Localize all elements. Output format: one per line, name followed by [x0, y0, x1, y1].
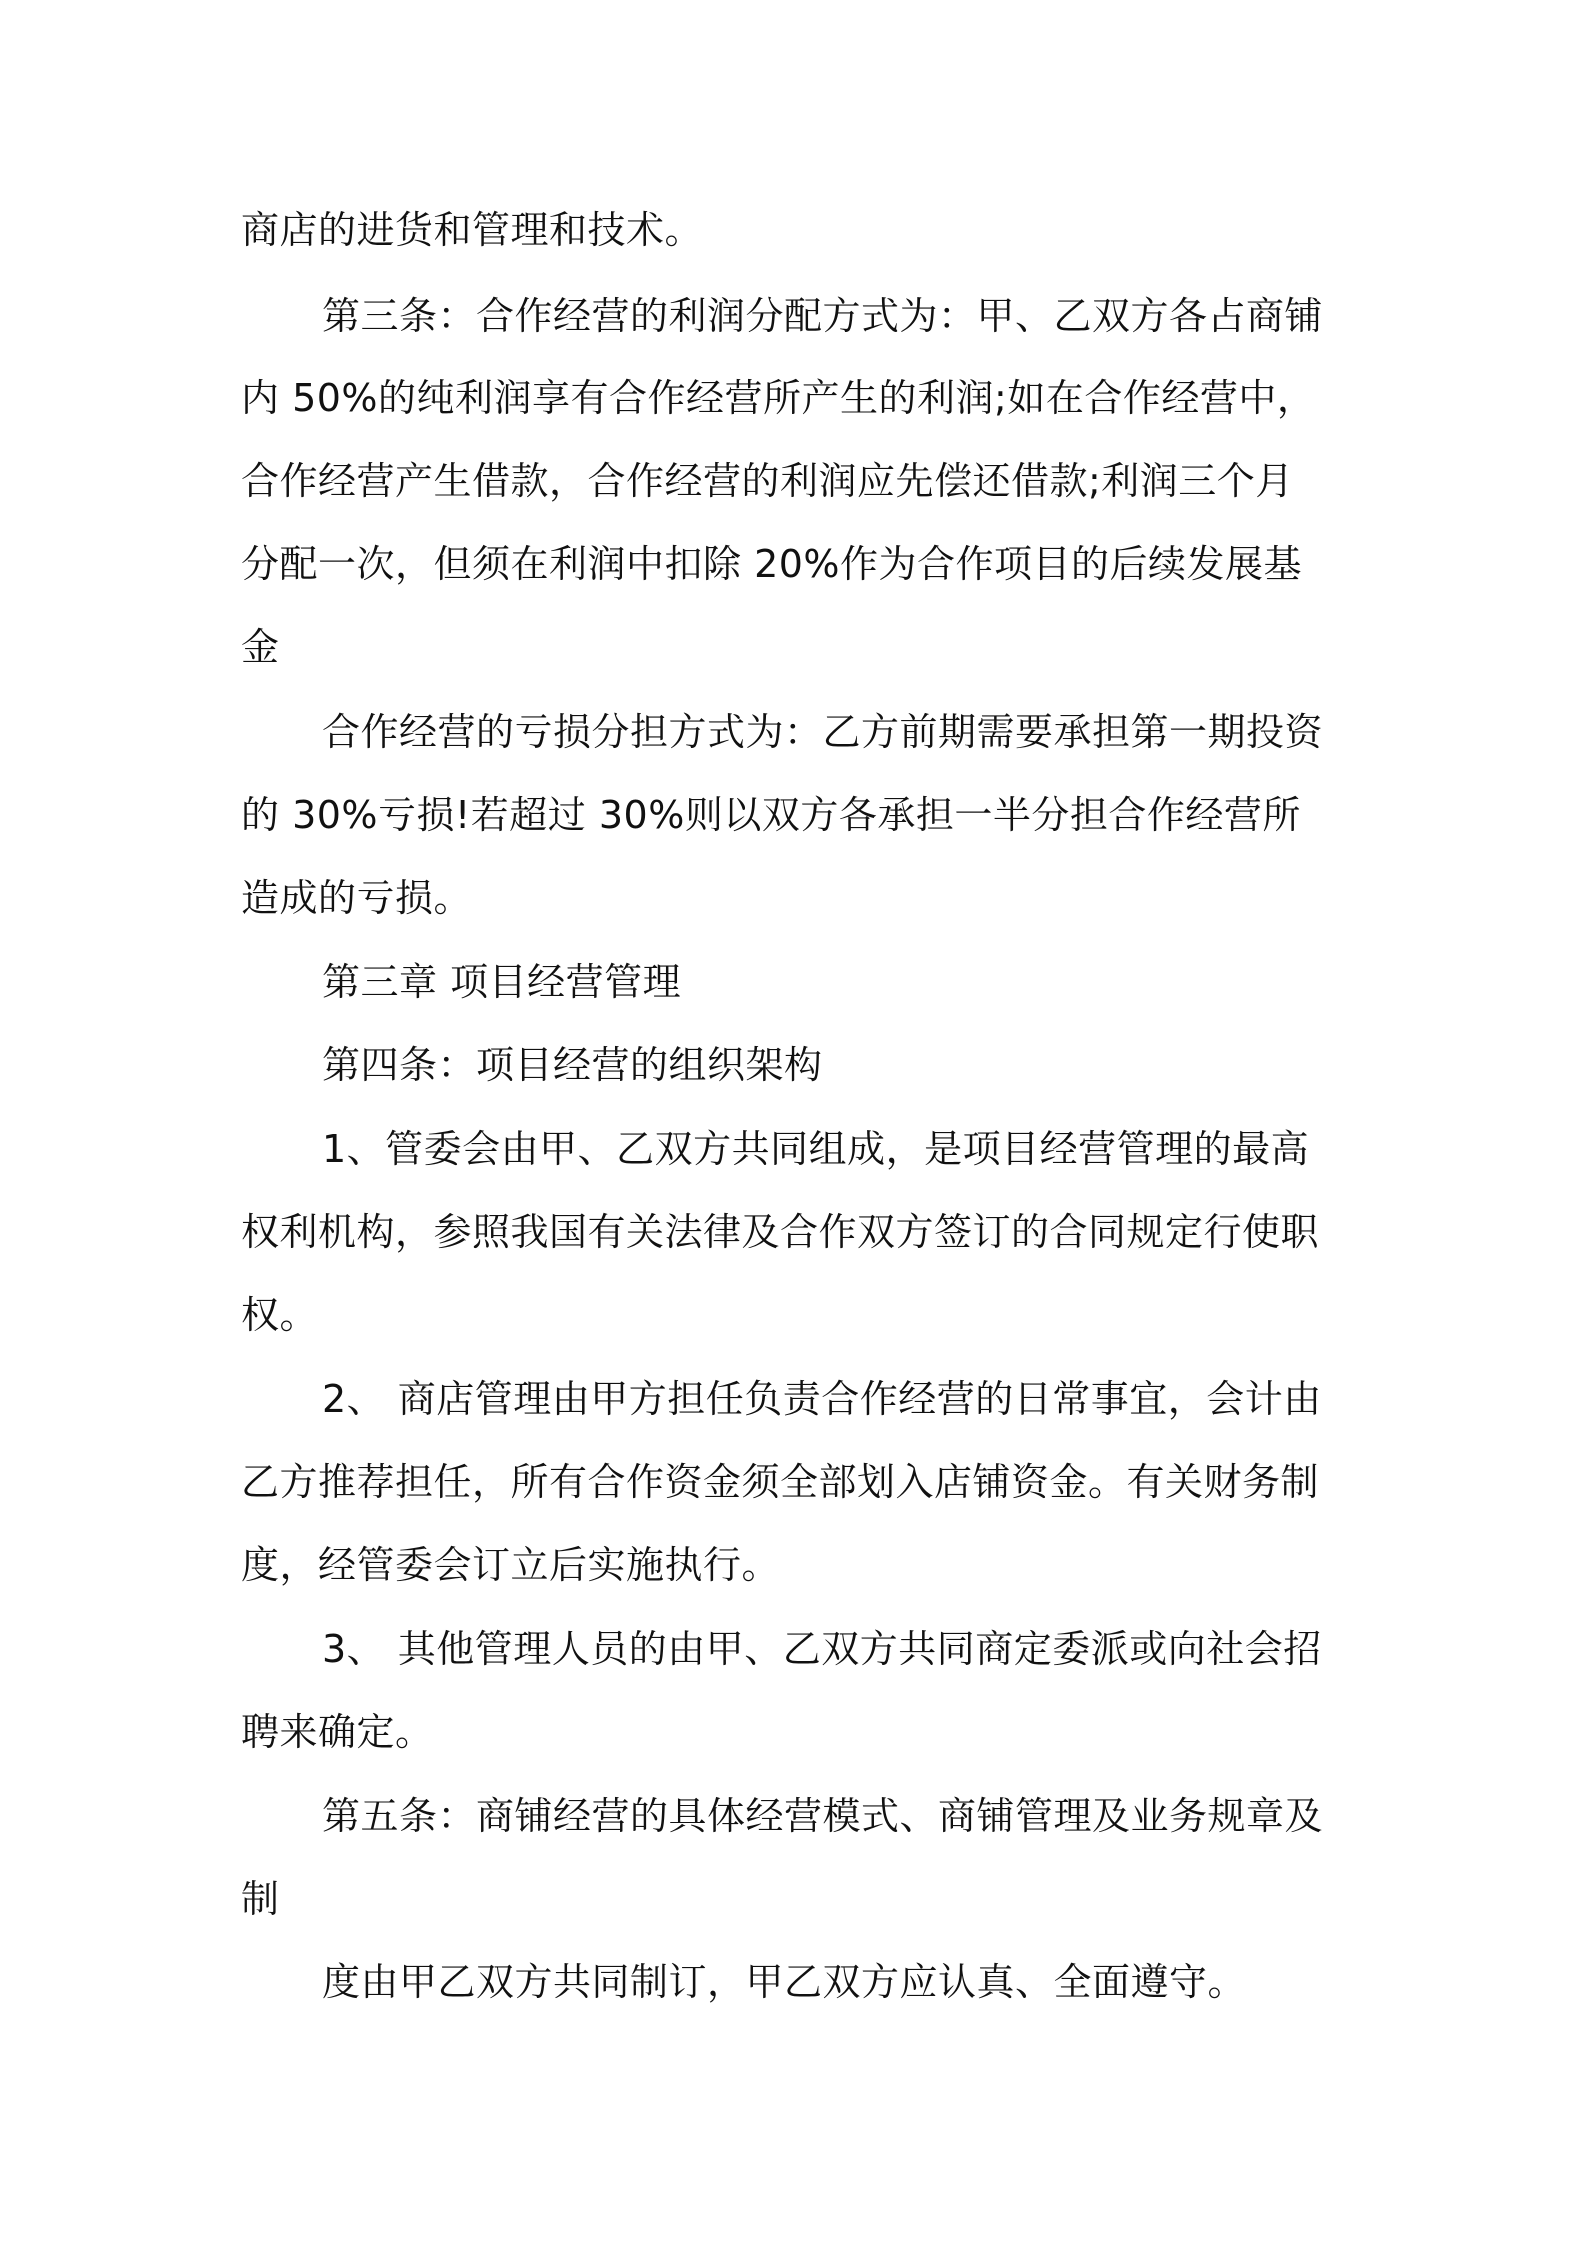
chapter-3-heading: 第三章 项目经营管理	[322, 960, 682, 1004]
item-2-line: 2、 商店管理由甲方担任负责合作经营的日常事宜，会计由	[322, 1377, 1322, 1421]
item-1-line: 1、管委会由甲、乙双方共同组成，是项目经营管理的最高	[322, 1127, 1310, 1171]
article-5-heading-line: 第五条：商铺经营的具体经营模式、商铺管理及业务规章及	[322, 1794, 1324, 1838]
text-line: 金	[241, 625, 280, 669]
text-line: 造成的亏损。	[241, 876, 473, 920]
text-line: 乙方推荐担任，所有合作资金须全部划入店铺资金。有关财务制	[241, 1460, 1320, 1504]
text-line: 合作经营产生借款，合作经营的利润应先偿还借款;利润三个月	[241, 459, 1294, 503]
text-line: 聘来确定。	[241, 1710, 434, 1754]
text-line: 商店的进货和管理和技术。	[241, 208, 704, 252]
text-line: 内 50%的纯利润享有合作经营所产生的利润;如在合作经营中，	[241, 376, 1316, 420]
text-line: 权利机构，参照我国有关法律及合作双方签订的合同规定行使职	[241, 1210, 1320, 1254]
item-3-line: 3、 其他管理人员的由甲、乙双方共同商定委派或向社会招	[322, 1627, 1322, 1671]
text-line: 权。	[241, 1293, 319, 1337]
text-line: 制	[241, 1877, 280, 1921]
text-line: 度由甲乙双方共同制订，甲乙双方应认真、全面遵守。	[322, 1960, 1247, 2004]
article-4-heading: 第四条：项目经营的组织架构	[322, 1043, 823, 1087]
text-line: 度，经管委会订立后实施执行。	[241, 1543, 781, 1587]
text-line: 分配一次，但须在利润中扣除 20%作为合作项目的后续发展基	[241, 542, 1303, 586]
text-line: 的 30%亏损!若超过 30%则以双方各承担一半分担合作经营所	[241, 793, 1301, 837]
article-3-heading-line: 第三条：合作经营的利润分配方式为：甲、乙双方各占商铺	[322, 294, 1324, 338]
loss-sharing-line: 合作经营的亏损分担方式为：乙方前期需要承担第一期投资	[322, 710, 1324, 754]
